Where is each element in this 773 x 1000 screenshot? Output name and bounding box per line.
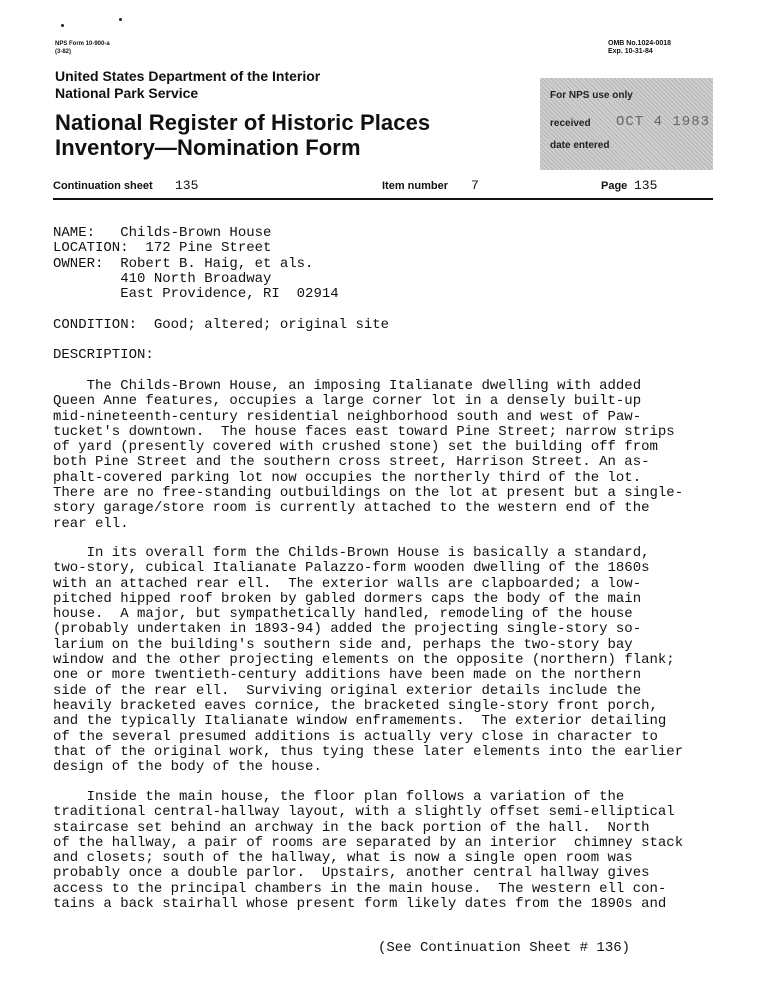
- record-header: [53, 226, 339, 302]
- paragraph-line: phalt-covered parking lot now occupies the northerly third of the lot.: [53, 469, 642, 486]
- form-number: [55, 40, 110, 56]
- paragraph-line: The Childs-Brown House, an imposing Italianate dwelling with added: [53, 378, 642, 394]
- name-line: NAME: Childs-Brown House: [53, 225, 272, 241]
- paragraph-line: (probably undertaken in 1893-94) added the projecting single-story so-: [53, 621, 642, 638]
- service-name: National Park Service: [55, 85, 199, 101]
- paragraph-line: tucket's downtown. The house faces east toward Pine Street; narrow strips: [53, 423, 675, 440]
- paragraph-line: of the hallway, a pair of rooms are separated by an interior chimney stack: [53, 834, 684, 851]
- paragraph-line: tains a back stairhall whose present form likely dates from the 1890s and: [53, 896, 667, 913]
- paragraph-line: access to the principal chambers in the main house. The western ell con-: [53, 880, 667, 897]
- paragraph-line: window and the other projecting elements on the opposite (northern) flank;: [53, 652, 675, 669]
- paragraph-line: probably once a double parlor. Upstairs, another central hallway gives: [53, 865, 650, 882]
- form-title-line2: Inventory—Nomination Form: [55, 135, 361, 160]
- paragraph-line: traditional central-hallway layout, with a slightly offset semi-elliptical: [53, 804, 675, 821]
- paragraph-line: house. A major, but sympathetically handled, remodeling of the house: [53, 606, 633, 623]
- continuation-note: (See Continuation Sheet # 136): [378, 940, 631, 956]
- paragraph-line: Queen Anne features, occupies a large corner lot in a densely built-up: [53, 393, 642, 410]
- form-title-line1: National Register of Historic Places: [55, 110, 431, 135]
- nps-use-box: [540, 78, 713, 170]
- description-paragraph-1: [53, 379, 733, 532]
- paragraph-line: side of the rear ell. Surviving original exterior details include the: [53, 682, 642, 699]
- paragraph-line: and closets; south of the hallway, what is now a single open room was: [53, 850, 633, 867]
- continuation-bar: [53, 176, 713, 200]
- owner-address-line2: East Providence, RI 02914: [53, 286, 339, 303]
- paragraph-line: In its overall form the Childs-Brown House is basically a standard,: [53, 545, 650, 561]
- page-value: 135: [634, 178, 658, 193]
- paragraph-line: rear ell.: [53, 515, 129, 532]
- description-label: DESCRIPTION:: [53, 347, 154, 363]
- continuation-sheet-value: 135: [175, 178, 199, 193]
- nps-use-label: For NPS use only: [550, 90, 633, 101]
- omb-number: OMB No.1024-0018: [608, 40, 672, 47]
- paragraph-line: mid-nineteenth-century residential neighborhood south and west of Paw-: [53, 408, 642, 425]
- page-label: Page: [601, 180, 628, 192]
- scan-speck: [61, 24, 64, 27]
- received-label: received: [550, 118, 591, 129]
- paragraph-line: that of the original work, thus tying these later elements into the earlier: [53, 743, 684, 760]
- omb-expiration: Exp. 10-31-84: [608, 48, 653, 55]
- paragraph-line: story garage/store room is currently attached to the western end of the: [53, 500, 650, 517]
- owner-line: OWNER: Robert B. Haig, et als.: [53, 255, 314, 272]
- paragraph-line: of the several presumed additions is actually very close in character to: [53, 728, 658, 745]
- form-date-text: (3-82): [55, 49, 72, 55]
- paragraph-line: pitched hipped roof broken by gabled dormers caps the body of the main: [53, 590, 642, 607]
- continuation-sheet-label: Continuation sheet: [53, 180, 153, 192]
- paragraph-line: staircase set behind an archway in the back portion of the hall. North: [53, 819, 650, 836]
- agency-heading: [55, 68, 320, 102]
- description-paragraph-3: [53, 790, 733, 912]
- condition-line: CONDITION: Good; altered; original site: [53, 317, 390, 333]
- paragraph-line: design of the body of the house.: [53, 759, 322, 776]
- received-date-stamp: OCT 4 1983: [616, 114, 711, 130]
- form-title: [55, 110, 430, 160]
- item-number-value: 7: [471, 178, 479, 193]
- date-entered-label: date entered: [550, 140, 610, 151]
- paragraph-line: one or more twentieth-century additions have been made on the northern: [53, 667, 642, 684]
- paragraph-line: Inside the main house, the floor plan follows a variation of the: [53, 789, 625, 805]
- owner-address-line1: 410 North Broadway: [53, 270, 272, 287]
- paragraph-line: both Pine Street and the southern cross street, Harrison Street. An as-: [53, 454, 650, 471]
- paragraph-line: and the typically Italianate window enframements. The exterior detailing: [53, 713, 667, 730]
- paragraph-line: of yard (presently covered with crushed stone) set the building off from: [53, 439, 658, 456]
- description-paragraph-2: [53, 546, 733, 775]
- paragraph-line: heavily bracketed eaves cornice, the bracketed single-story front porch,: [53, 697, 658, 714]
- paragraph-line: larium on the building's southern side and, perhaps the two-story bay: [53, 636, 633, 653]
- item-number-label: Item number: [382, 180, 449, 192]
- scan-speck: [119, 18, 122, 21]
- omb-info: [608, 40, 671, 56]
- department-name: United States Department of the Interior: [55, 68, 321, 84]
- paragraph-line: two-story, cubical Italianate Palazzo-form wooden dwelling of the 1860s: [53, 560, 650, 577]
- paragraph-line: There are no free-standing outbuildings on the lot at present but a single-: [53, 485, 684, 502]
- location-line: LOCATION: 172 Pine Street: [53, 240, 272, 257]
- paragraph-line: with an attached rear ell. The exterior walls are clapboarded; a low-: [53, 575, 642, 592]
- form-number-text: NPS Form 10-900-a: [55, 41, 110, 47]
